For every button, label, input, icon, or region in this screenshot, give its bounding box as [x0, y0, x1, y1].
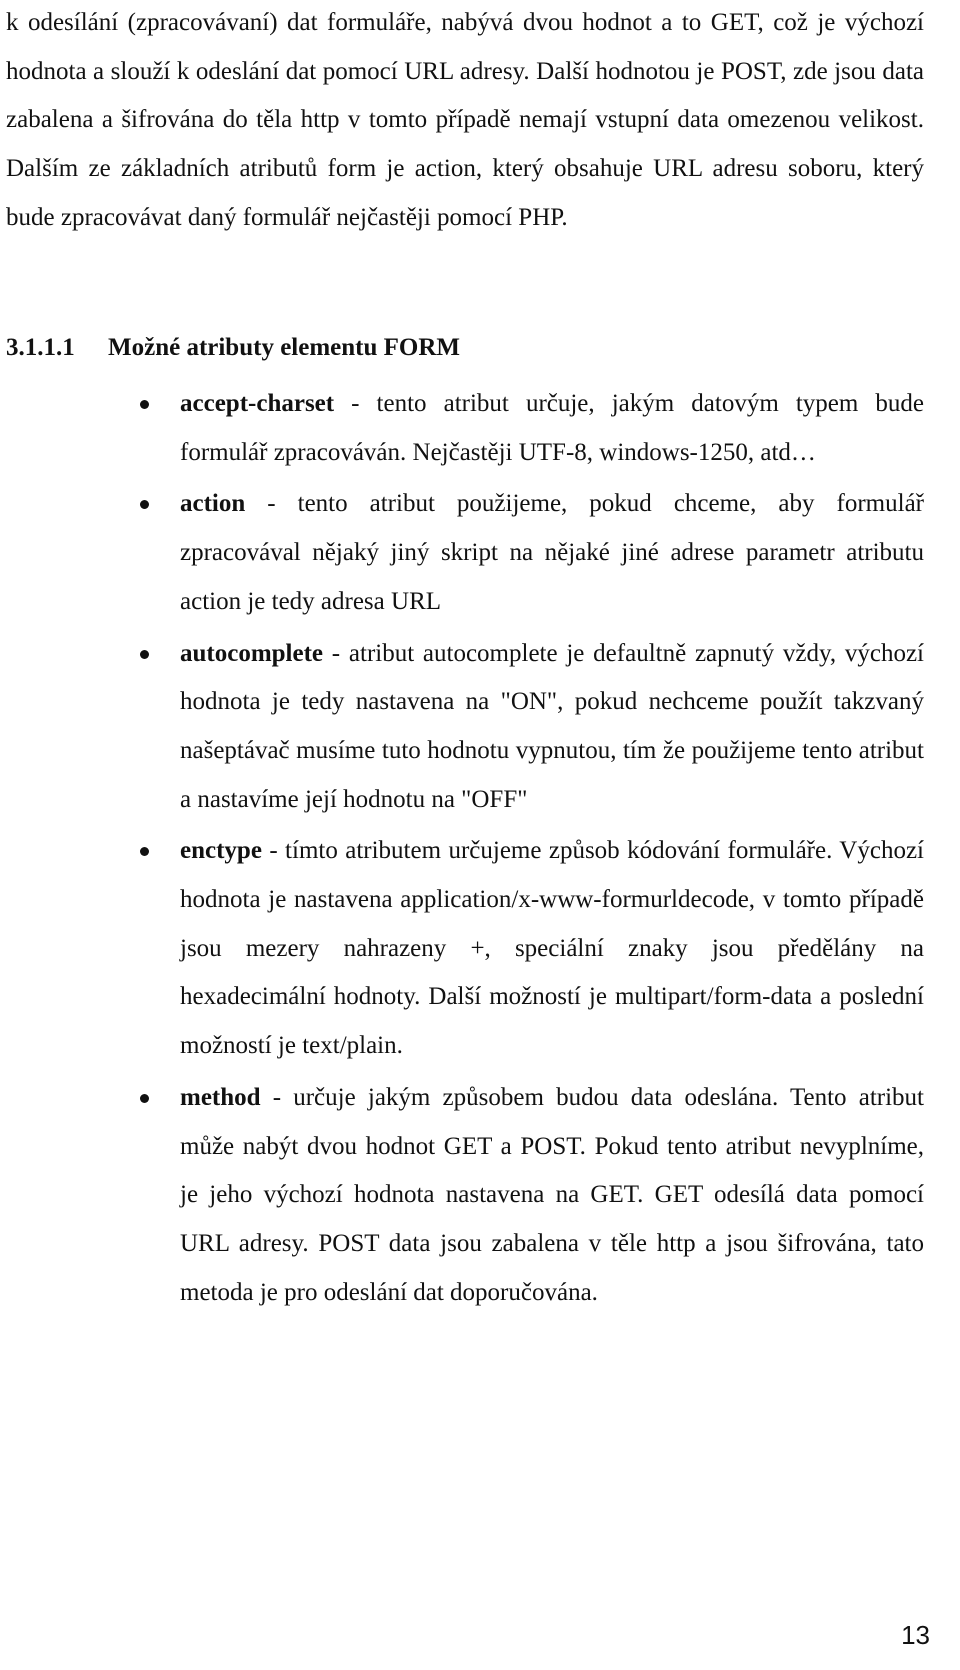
list-item [0, 480, 924, 626]
list-item [0, 630, 924, 825]
bullet-icon [140, 400, 149, 409]
bullet-icon [140, 500, 149, 509]
attribute-description: - tento atribut použijeme, pokud chceme, aby formulář zpracovával nějaký jiný skript na nějaké jiné adrese parametr atributu action je tedy adresa URL [180, 490, 924, 615]
attribute-description: - tento atribut určuje, jakým datovým typem bude formulář zpracováván. Nejčastěji UTF-8, windows-1250, atd… [180, 390, 924, 466]
attribute-description: - tímto atributem určujeme způsob kódování formuláře. Výchozí hodnota je nastavena application/x-www-formurldecode, v tomto případě jsou mezery nahrazeny +, speciální znaky jsou předělány na hexadecimální hodnoty. Další možností je multipart/form-data a poslední možností je text/plain. [180, 837, 924, 1060]
attribute-term: enctype [180, 837, 262, 865]
list-item [0, 827, 924, 1071]
intro-paragraph: k odesílání (zpracovávaní) dat formuláře, nabývá dvou hodnot a to GET, což je výchozí hodnota a slouží k odeslání dat pomocí URL adresy. Další hodnotou je POST, zde jsou data zabalena a šifrována do těla http v tomto případě nemají vstupní data omezenou velikost. Dalším ze základních atributů form je action, který obsahuje URL adresu soboru, který bude zpracovávat daný formulář nejčastěji pomocí PHP. [6, 9, 924, 231]
list-item [0, 380, 924, 477]
section-title: Možné atributy elementu FORM [108, 334, 461, 361]
section-heading [6, 332, 460, 364]
attribute-description: - určuje jakým způsobem budou data odeslána. Tento atribut může nabýt dvou hodnot GET a POST. Pokud tento atribut nevyplníme, je jeho výchozí hodnota nastavena na GET. GET odesílá data pomocí URL adresy. POST data jsou zabalena v těle http a jsou šifrována, tato metoda je pro odeslání dat doporučována. [180, 1083, 924, 1306]
page-number: 13 [901, 1620, 930, 1650]
section-number: 3.1.1.1 [6, 334, 75, 361]
attribute-description: - atribut autocomplete je defaultně zapnutý vždy, výchozí hodnota je tedy nastavena na "ON", pokud nechceme použít takzvaný našeptávač musíme tuto hodnotu vypnutou, tím že použijeme tento atribut a nastavíme její hodnotu na "OFF" [180, 639, 924, 813]
bullet-icon [140, 1094, 149, 1103]
bullet-icon [140, 650, 149, 659]
attribute-list [0, 380, 924, 1320]
attribute-term: method [180, 1083, 261, 1111]
list-item [0, 1074, 924, 1318]
attribute-term: autocomplete [180, 639, 324, 667]
attribute-term: action [180, 490, 246, 518]
attribute-term: accept-charset [180, 390, 335, 417]
bullet-icon [140, 847, 149, 856]
